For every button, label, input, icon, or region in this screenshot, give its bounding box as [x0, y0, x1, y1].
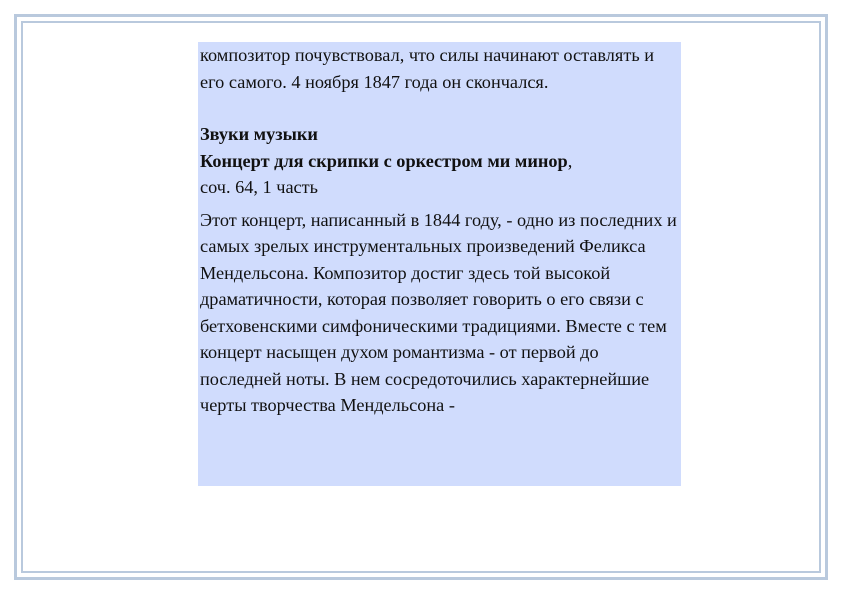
work-title-bold: Концерт для скрипки с оркестром ми минор	[200, 150, 568, 171]
work-title	[200, 148, 681, 175]
paragraph-gap	[200, 95, 681, 121]
text-block	[198, 42, 681, 486]
section-heading-text: Звуки музыки	[200, 124, 318, 144]
work-title-comma: ,	[567, 150, 573, 171]
work-subtitle: соч. 64, 1 часть	[200, 177, 318, 197]
body-paragraph: Этот концерт, написанный в 1844 году, - одно из последних и самых зрелых инструментальных произведений Феликса Мендельсона. Композитор достиг здесь той высокой драматичности, которая позволяет говорить о его связи с бетховенскими симфоническими традициями. Вместе с тем концерт насыщен духом романтизма - от первой до последней ноты. В нем сосредоточились характернейшие черты творчества Мендельсона -	[200, 209, 677, 415]
intro-paragraph: композитор почувствовал, что силы начинают оставлять и его самого. 4 ноября 1847 года он скончался.	[200, 45, 655, 92]
section-heading	[200, 121, 681, 148]
